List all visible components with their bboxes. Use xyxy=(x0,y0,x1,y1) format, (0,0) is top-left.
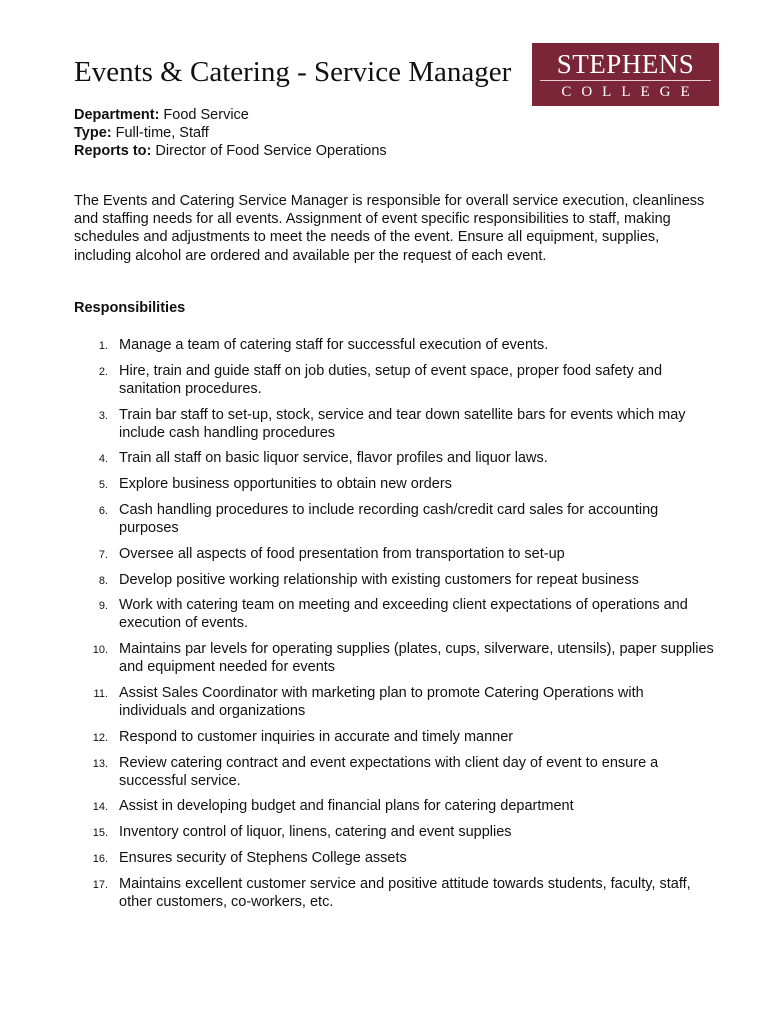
responsibility-item xyxy=(74,823,714,841)
responsibility-item xyxy=(74,596,714,632)
responsibility-text: Work with catering team on meeting and exceeding client expectations of operations and execution of events. xyxy=(119,597,688,632)
responsibility-item xyxy=(74,449,714,467)
responsibility-item xyxy=(74,640,714,676)
responsibility-item xyxy=(74,684,714,720)
type-line xyxy=(74,124,387,142)
responsibilities-heading: Responsibilities xyxy=(74,300,186,316)
type-label: Type: xyxy=(74,125,112,141)
responsibility-text: Manage a team of catering staff for successful execution of events. xyxy=(119,337,549,353)
responsibility-number: 11. xyxy=(93,687,108,700)
responsibility-number: 12. xyxy=(92,731,108,744)
responsibility-number: 17. xyxy=(92,878,108,891)
responsibility-item xyxy=(74,362,714,398)
responsibility-item xyxy=(74,545,714,563)
responsibility-item xyxy=(74,571,714,589)
responsibility-text: Oversee all aspects of food presentation from transportation to set-up xyxy=(119,545,565,562)
logo-line1: STEPHENS xyxy=(556,49,695,79)
responsibility-text: Hire, train and guide staff on job duties, setup of event space, proper food safety and sanitation procedures. xyxy=(119,362,663,397)
responsibility-number: 1. xyxy=(98,340,108,352)
department-value: Food Service xyxy=(159,107,249,123)
reports-line xyxy=(74,142,387,160)
job-meta xyxy=(74,106,387,160)
reports-value: Director of Food Service Operations xyxy=(151,143,387,159)
responsibility-text: Respond to customer inquiries in accurate and timely manner xyxy=(119,728,514,745)
responsibility-text: Ensures security of Stephens College assets xyxy=(119,849,407,866)
responsibility-item xyxy=(74,475,714,493)
responsibility-number: 7. xyxy=(98,548,108,561)
responsibility-item xyxy=(74,501,714,537)
responsibility-text: Train all staff on basic liquor service, flavor profiles and liquor laws. xyxy=(119,450,548,467)
responsibility-number: 13. xyxy=(92,757,108,770)
responsibility-item xyxy=(74,849,714,867)
responsibility-number: 8. xyxy=(98,574,108,587)
responsibility-number: 5. xyxy=(98,479,108,492)
responsibility-text: Assist Sales Coordinator with marketing plan to promote Catering Operations with individuals and organizations xyxy=(119,684,644,719)
responsibilities-list xyxy=(74,336,714,919)
document-title: Events & Catering - Service Manager xyxy=(74,56,512,88)
responsibility-text: Inventory control of liquor, linens, catering and event supplies xyxy=(119,824,512,841)
responsibility-text: Develop positive working relationship with existing customers for repeat business xyxy=(119,571,639,588)
responsibility-text: Explore business opportunities to obtain new orders xyxy=(119,476,452,493)
responsibility-number: 10. xyxy=(92,644,108,657)
responsibility-item xyxy=(74,728,714,746)
department-line xyxy=(74,106,387,124)
logo-divider xyxy=(540,80,711,81)
responsibility-text: Train bar staff to set-up, stock, service and tear down satellite bars for events which may include cash handling procedures xyxy=(119,406,686,441)
responsibility-number: 3. xyxy=(98,409,108,422)
responsibility-item xyxy=(74,754,714,790)
responsibility-item xyxy=(74,797,714,815)
logo-line2: COLLEGE xyxy=(561,84,700,100)
department-label: Department: xyxy=(74,107,160,123)
stephens-college-logo xyxy=(532,43,719,106)
type-value: Full-time, Staff xyxy=(111,125,209,141)
responsibility-item xyxy=(74,875,714,911)
responsibility-number: 9. xyxy=(98,600,108,613)
responsibility-text: Cash handling procedures to include recording cash/credit card sales for accounting purposes xyxy=(119,501,659,536)
responsibility-number: 14. xyxy=(92,801,108,814)
responsibility-number: 16. xyxy=(92,852,108,865)
responsibility-number: 15. xyxy=(92,827,108,840)
job-summary: The Events and Catering Service Manager is responsible for overall service execution, cleanliness and staffing needs for all events. Assignment of event specific responsibilities to staff, making schedules and adjustments to meet the needs of the event. Ensure all equipment, supplies, including alcohol are ordered and available per the request of each event. xyxy=(74,193,705,264)
responsibility-text: Maintains par levels for operating supplies (plates, cups, silverware, utensils), paper supplies and equipment needed for events xyxy=(119,641,714,676)
responsibility-item xyxy=(74,406,714,442)
reports-label: Reports to: xyxy=(74,143,152,159)
responsibility-text: Assist in developing budget and financial plans for catering department xyxy=(119,798,574,815)
responsibility-number: 2. xyxy=(98,365,108,378)
responsibility-number: 6. xyxy=(98,504,108,517)
responsibility-text: Maintains excellent customer service and positive attitude towards students, faculty, staff, other customers, co-workers, etc. xyxy=(119,875,691,910)
responsibility-item xyxy=(74,336,714,354)
responsibility-text: Review catering contract and event expectations with client day of event to ensure a successful service. xyxy=(119,754,659,789)
responsibility-number: 4. xyxy=(98,453,108,466)
